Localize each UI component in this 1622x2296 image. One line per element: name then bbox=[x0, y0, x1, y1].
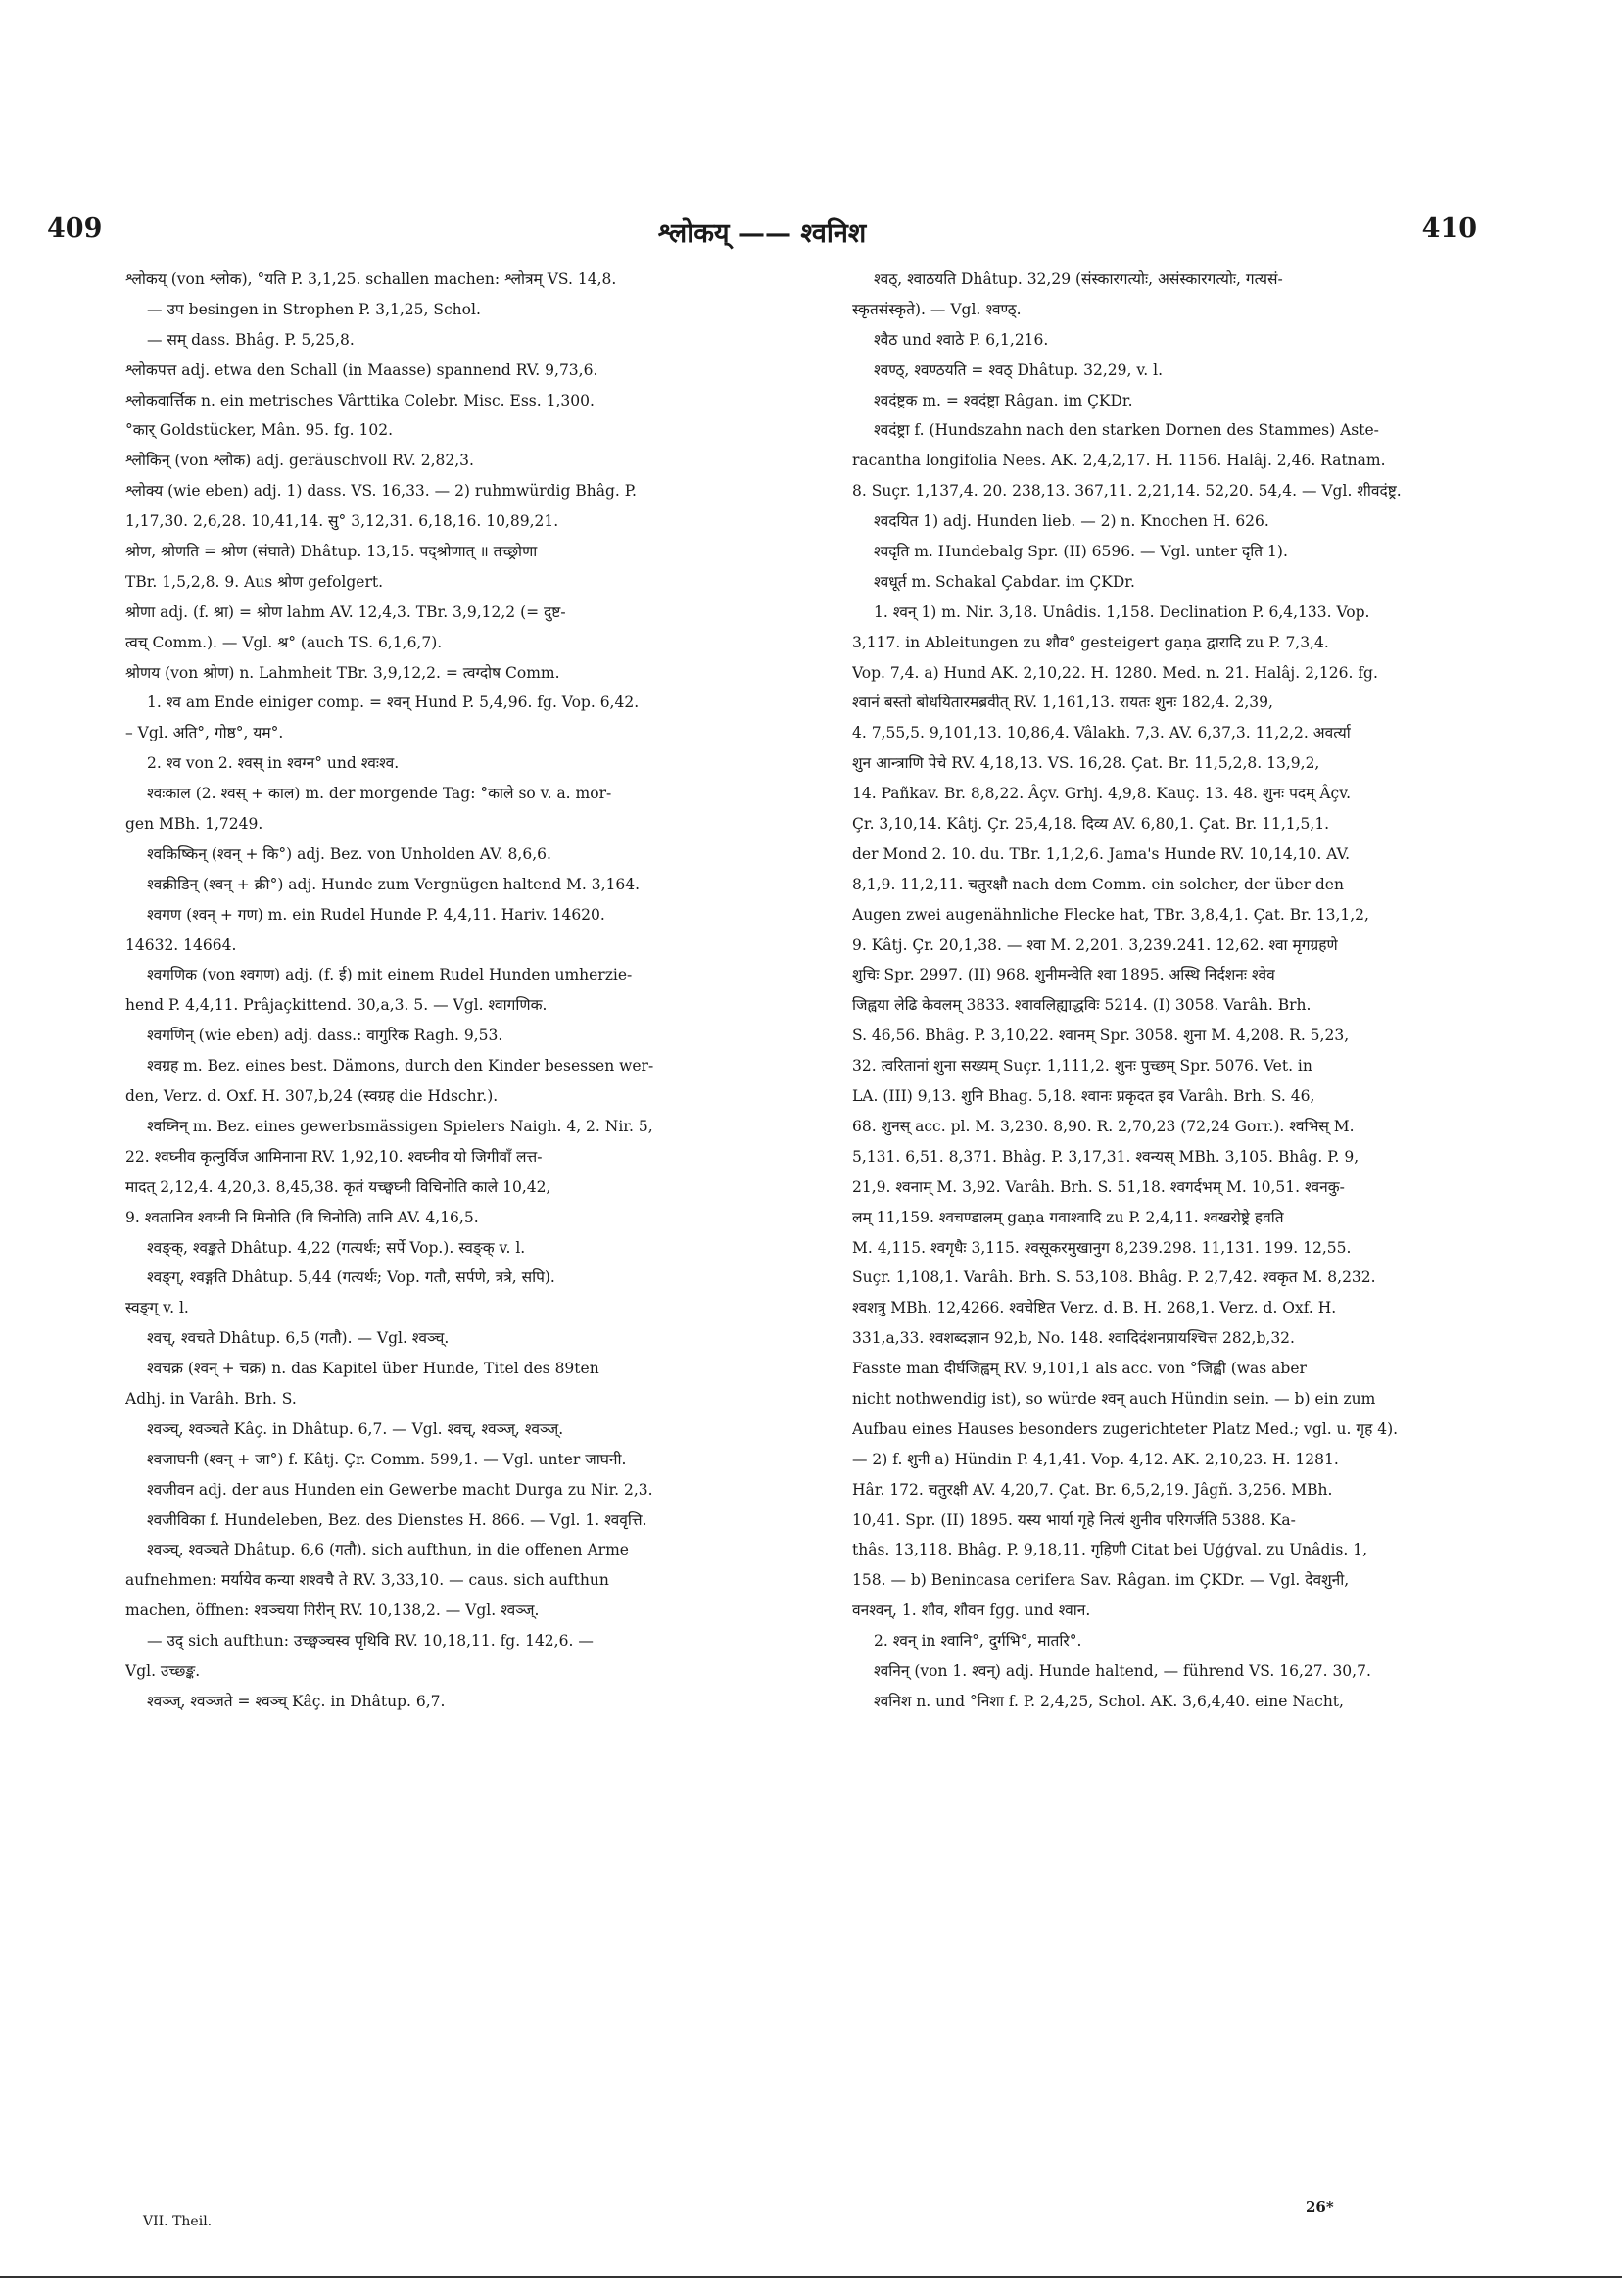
text-line: श्वधूर्त m. Schakal Çabdar. im ÇKDr. bbox=[874, 572, 1135, 591]
page-header bbox=[47, 214, 1477, 253]
text-line: श्लोकिन् (von श्लोक) adj. geräuschvoll RV. 2,82,3. bbox=[125, 452, 474, 470]
running-head: श्लोकय् —— श्वनिश bbox=[657, 218, 867, 249]
text-line: श्वैठ und श्वाठे P. 6,1,216. bbox=[874, 330, 1049, 349]
text-line: 9. Kâtj. Çr. 20,1,38. — श्वा M. 2,201. 3,239.241. 12,62. श्वा मृगग्रहणे bbox=[852, 935, 1338, 954]
text-line: स्कृतसंस्कृते). — Vgl. श्वण्ठ्. bbox=[852, 300, 1022, 318]
text-line: 1. श्व am Ende einiger comp. = श्वन् Hund P. 5,4,96. fg. Vop. 6,42. bbox=[147, 694, 640, 712]
text-line: Augen zwei augenähnliche Flecke hat, TBr. 3,8,4,1. Çat. Br. 13,1,2, bbox=[852, 905, 1369, 924]
text-line: — उप besingen in Strophen P. 3,1,25, Schol. bbox=[147, 300, 481, 318]
text-line: श्वदंष्ट्रक m. = श्वदंष्ट्रा Râgan. im ÇKDr. bbox=[874, 391, 1133, 409]
text-line: 3,117. in Ableitungen zu शौव° gesteigert gaṇa द्वारादि zu P. 7,3,4. bbox=[852, 633, 1329, 651]
text-line: श्वदंष्ट्रा f. (Hundszahn nach den starken Dornen des Stammes) Aste- bbox=[874, 421, 1379, 440]
text-line: श्वजीविका f. Hundeleben, Bez. des Dienstes H. 866. — Vgl. 1. श्ववृत्ति. bbox=[147, 1510, 647, 1529]
text-line: शुन आन्त्राणि पेचे RV. 4,18,13. VS. 16,28. Çat. Br. 11,5,2,8. 13,9,2, bbox=[852, 754, 1320, 773]
text-line: श्वगणिक (von श्वगण) adj. (f. ई) mit einem Rudel Hunden umherzie- bbox=[147, 966, 633, 984]
text-line: Çr. 3,10,14. Kâtj. Çr. 25,4,18. दिव्य AV. 6,80,1. Çat. Br. 11,1,5,1. bbox=[852, 815, 1330, 834]
text-line: श्वजीवन adj. der aus Hunden ein Gewerbe macht Durga zu Nir. 2,3. bbox=[147, 1480, 653, 1499]
text-line: — 2) f. शुनी a) Hündin P. 4,1,41. Vop. 4,12. AK. 2,10,23. H. 1281. bbox=[852, 1450, 1339, 1468]
text-line: श्वण्ठ्, श्वण्ठयति = श्वठ् Dhâtup. 32,29, v. l. bbox=[874, 360, 1164, 379]
right-column bbox=[852, 264, 1543, 1717]
text-line: — सम् dass. Bhâg. P. 5,25,8. bbox=[147, 330, 355, 349]
text-line: machen, öffnen: श्वञ्चया गिरीन् RV. 10,138,2. — Vgl. श्वञ्ज्. bbox=[125, 1602, 540, 1620]
text-line: 158. — b) Benincasa cerifera Sav. Râgan. im ÇKDr. — Vgl. देवशुनी, bbox=[852, 1571, 1350, 1590]
text-line: 9. श्वतानिव श्वघ्नी नि मिनोति (वि चिनोति) तानि AV. 4,16,5. bbox=[125, 1208, 479, 1226]
text-line: 5,131. 6,51. 8,371. Bhâg. P. 3,17,31. श्वन्यस् MBh. 3,105. Bhâg. P. 9, bbox=[852, 1147, 1360, 1166]
text-line: शुचिः Spr. 2997. (II) 968. शुनीमन्वेति श्वा 1895. अस्थि निर्दशनः श्वेव bbox=[852, 966, 1275, 984]
text-line: श्वग्रह m. Bez. eines best. Dämons, durch den Kinder besessen wer- bbox=[147, 1057, 654, 1076]
text-line: 68. शुनस् acc. pl. M. 3,230. 8,90. R. 2,70,23 (72,24 Gorr.). श्वभिस् M. bbox=[852, 1117, 1355, 1135]
text-line: मादत् 2,12,4. 4,20,3. 8,45,38. कृतं यच्छ्वघ्नी विचिनोति काले 10,42, bbox=[125, 1177, 551, 1196]
text-line: श्रोण, श्रोणति = श्रोण (संघाते) Dhâtup. 13,15. पद्श्रोणात् ॥ तच्छ्रोणा bbox=[125, 543, 538, 561]
page-number-right: 410 bbox=[1421, 214, 1477, 244]
text-line: 4. 7,55,5. 9,101,13. 10,86,4. Vâlakh. 7,3. AV. 6,37,3. 11,2,2. अवर्त्या bbox=[852, 724, 1351, 742]
text-line: 14. Pañkav. Br. 8,8,22. Âçv. Grhj. 4,9,8. Kauç. 13. 48. शुनः पदम् Âçv. bbox=[852, 785, 1352, 803]
text-line: श्वःकाल (2. श्वस् + काल) m. der morgende Tag: °काले so v. a. mor- bbox=[147, 785, 612, 803]
text-line: त्वच् Comm.). — Vgl. श्र° (auch TS. 6,1,6,7). bbox=[125, 633, 443, 651]
text-line: श्वदृति m. Hundebalg Spr. (II) 6596. — Vgl. unter दृति 1). bbox=[874, 543, 1288, 561]
text-line: श्वञ्ज्, श्वञ्जते = श्वञ्च् Kâç. in Dhâtup. 6,7. bbox=[147, 1692, 446, 1710]
text-line: Fasste man दीर्घजिह्वम् RV. 9,101,1 als acc. von °जिह्वी (was aber bbox=[852, 1360, 1307, 1378]
text-line: hend P. 4,4,11. Prâjaçkittend. 30,a,3. 5. — Vgl. श्वागणिक. bbox=[125, 996, 548, 1015]
text-line: श्वानं बस्तो बोधयितारमब्रवीत् RV. 1,161,13. रायतः शुनः 182,4. 2,39, bbox=[852, 694, 1273, 712]
text-line: gen MBh. 1,7249. bbox=[125, 815, 263, 834]
text-line: श्वक्रीडिन् (श्वन् + क्री°) adj. Hunde zum Vergnügen haltend M. 3,164. bbox=[147, 875, 641, 893]
text-line: TBr. 1,5,2,8. 9. Aus श्रोण gefolgert. bbox=[125, 572, 384, 591]
text-line: श्लोकपत्त adj. etwa den Schall (in Maasse) spannend RV. 9,73,6. bbox=[125, 360, 598, 379]
left-column bbox=[125, 264, 816, 1717]
text-line: Aufbau eines Hauses besonders zugerichteter Platz Med.; vgl. u. गृह 4). bbox=[852, 1419, 1399, 1438]
text-line: 2. श्व von 2. श्वस् in श्वग्न° und श्वःश्व. bbox=[147, 754, 400, 773]
text-line: 22. श्वघ्नीव कृत्नुर्विज आमिनाना RV. 1,92,10. श्वघ्नीव यो जिगीवाँ लत्त- bbox=[125, 1147, 543, 1166]
text-line: 14632. 14664. bbox=[125, 935, 237, 954]
text-line: den, Verz. d. Oxf. H. 307,b,24 (स्वग्रह die Hdschr.). bbox=[125, 1087, 499, 1106]
text-line: Vop. 7,4. a) Hund AK. 2,10,22. H. 1280. Med. n. 21. Halâj. 2,126. fg. bbox=[852, 663, 1378, 682]
text-line: श्वजाघनी (श्वन् + जा°) f. Kâtj. Çr. Comm. 599,1. — Vgl. unter जाघनी. bbox=[147, 1450, 627, 1468]
text-line: 331,a,33. श्वशब्दज्ञान 92,b, No. 148. श्वादिदंशनप्रायश्चित्त 282,b,32. bbox=[852, 1329, 1295, 1348]
text-line: LA. (III) 9,13. शुनि Bhag. 5,18. श्वानः प्रकृदत इव Varâh. Brh. S. 46, bbox=[852, 1087, 1315, 1106]
text-line: श्लोकय् (von श्लोक), °यति P. 3,1,25. schallen machen: श्लोत्रम् VS. 14,8. bbox=[125, 270, 617, 288]
text-line: 1. श्वन् 1) m. Nir. 3,18. Unâdis. 1,158. Declination P. 6,4,133. Vop. bbox=[874, 602, 1370, 621]
text-line: श्वकिष्किन् (श्वन् + कि°) adj. Bez. von Unholden AV. 8,6,6. bbox=[147, 844, 551, 863]
text-line: nicht nothwendig ist), so würde श्वन् auch Hündin sein. — b) ein zum bbox=[852, 1389, 1376, 1408]
text-line: श्वच्, श्वचते Dhâtup. 6,5 (गतौ). — Vgl. श्वञ्च्. bbox=[147, 1329, 450, 1348]
volume-signature: VII. Theil. bbox=[143, 2214, 213, 2229]
text-line: 32. त्वरितानां शुना सख्यम् Suçr. 1,111,2. शुनः पुच्छम् Spr. 5076. Vet. in bbox=[852, 1057, 1312, 1076]
text-line: – Vgl. अति°, गोष्ठ°, यम°. bbox=[125, 724, 284, 742]
text-line: श्रोणा adj. (f. श्रा) = श्रोण lahm AV. 12,4,3. TBr. 3,9,12,2 (= दुष्ट- bbox=[125, 602, 566, 621]
text-line: Adhj. in Varâh. Brh. S. bbox=[125, 1389, 297, 1408]
text-line: श्वठ्, श्वाठयति Dhâtup. 32,29 (संस्कारगत्योः, असंस्कारगत्योः, गत्यसं- bbox=[874, 270, 1283, 288]
text-line: 21,9. श्वनाम् M. 3,92. Varâh. Brh. S. 51,18. श्वगर्दभम् M. 10,51. श्वनकु- bbox=[852, 1177, 1345, 1196]
text-line: लम् 11,159. श्वचण्डालम् gaṇa गवाश्वादि zu P. 2,4,11. श्वखरोष्ट्रे हवति bbox=[852, 1208, 1284, 1226]
text-line: श्लोक्य (wie eben) adj. 1) dass. VS. 16,33. — 2) ruhmwürdig Bhâg. P. bbox=[125, 482, 637, 501]
text-line: वनश्वन्, 1. शौव, शौवन fgg. und श्वान. bbox=[852, 1602, 1091, 1620]
text-line: Suçr. 1,108,1. Varâh. Brh. S. 53,108. Bhâg. P. 2,7,42. श्वकृत M. 8,232. bbox=[852, 1268, 1376, 1287]
text-line: aufnehmen: मर्यायेव कन्या शश्वचै ते RV. 3,33,10. — caus. sich aufthun bbox=[125, 1571, 609, 1590]
text-line: श्वङ्ग्, श्वङ्गति Dhâtup. 5,44 (गत्यर्थः; Vop. गतौ, सर्पणे, त्रत्रे, सपि). bbox=[147, 1268, 555, 1287]
text-line: 8. Suçr. 1,137,4. 20. 238,13. 367,11. 2,21,14. 52,20. 54,4. — Vgl. शीवदंष्ट्र. bbox=[852, 482, 1402, 501]
text-line: श्वशत्रु MBh. 12,4266. श्वचेष्टित Verz. d. B. H. 268,1. Verz. d. Oxf. H. bbox=[852, 1299, 1337, 1317]
text-line: जिह्वया लेढि केवलम् 3833. श्वावलिह्याद्धविः 5214. (I) 3058. Varâh. Brh. bbox=[852, 996, 1312, 1015]
text-line: श्वञ्च्, श्वञ्चते Dhâtup. 6,6 (गतौ). sich aufthun, in die offenen Arme bbox=[147, 1541, 629, 1559]
text-line: श्लोकवार्त्तिक n. ein metrisches Vârttika Colebr. Misc. Ess. 1,300. bbox=[125, 391, 595, 409]
text-line: 2. श्वन् in श्वानि°, दुर्गभि°, मातरि°. bbox=[874, 1632, 1082, 1650]
text-line: °कार् Goldstücker, Mân. 95. fg. 102. bbox=[125, 421, 394, 440]
text-line: Vgl. उच्छ्ङ्क. bbox=[125, 1661, 201, 1680]
text-line: — उद् sich aufthun: उच्छ्वञ्चस्व पृथिवि RV. 10,18,11. fg. 142,6. — bbox=[147, 1632, 594, 1650]
text-line: श्वदयित 1) adj. Hunden lieb. — 2) n. Knochen H. 626. bbox=[874, 512, 1269, 531]
page-number-left: 409 bbox=[47, 214, 103, 244]
text-line: श्वचक्र (श्वन् + चक्र) n. das Kapitel über Hunde, Titel des 89ten bbox=[147, 1360, 599, 1378]
text-line: S. 46,56. Bhâg. P. 3,10,22. श्वानम् Spr. 3058. शुना M. 4,208. R. 5,23, bbox=[852, 1027, 1350, 1045]
bottom-rule bbox=[0, 2276, 1622, 2278]
text-line: racantha longifolia Nees. AK. 2,4,2,17. H. 1156. Halâj. 2,46. Ratnam. bbox=[852, 452, 1386, 470]
text-line: श्वगणिन् (wie eben) adj. dass.: वागुरिक Ragh. 9,53. bbox=[147, 1027, 503, 1045]
text-line: श्वनिन् (von 1. श्वन्) adj. Hunde haltend, — führend VS. 16,27. 30,7. bbox=[874, 1661, 1371, 1680]
text-line: M. 4,115. श्वगृधैः 3,115. श्वसूकरमुखानुग 8,239.298. 11,131. 199. 12,55. bbox=[852, 1238, 1352, 1257]
text-line: श्वगण (श्वन् + गण) m. ein Rudel Hunde P. 4,4,11. Hariv. 14620. bbox=[147, 905, 605, 924]
text-line: 1,17,30. 2,6,28. 10,41,14. सु° 3,12,31. 6,18,16. 10,89,21. bbox=[125, 512, 559, 531]
text-line: श्रोणय (von श्रोण) n. Lahmheit TBr. 3,9,12,2. = त्वग्दोष Comm. bbox=[125, 663, 560, 682]
text-line: श्वनिश n. und °निशा f. P. 2,4,25, Schol. AK. 3,6,4,40. eine Nacht, bbox=[874, 1692, 1344, 1710]
text-line: thâs. 13,118. Bhâg. P. 9,18,11. गृहिणी Citat bei Uģģval. zu Unâdis. 1, bbox=[852, 1541, 1367, 1559]
text-line: श्वञ्च्, श्वञ्चते Kâç. in Dhâtup. 6,7. — Vgl. श्वच्, श्वञ्ज्, श्वञ्ज्. bbox=[147, 1419, 564, 1438]
text-line: श्वङ्क्, श्वङ्कते Dhâtup. 4,22 (गत्यर्थः; सर्पे Vop.). स्वङ्क् v. l. bbox=[147, 1238, 526, 1257]
text-line: स्वङ्ग् v. l. bbox=[125, 1299, 189, 1317]
sheet-mark: 26* bbox=[1306, 2198, 1334, 2216]
text-line: 8,1,9. 11,2,11. चतुरक्षौ nach dem Comm. ein solcher, der über den bbox=[852, 875, 1344, 893]
text-line: 10,41. Spr. (II) 1895. यस्य भार्या गृहे नित्यं शुनीव परिगर्जति 5388. Ka- bbox=[852, 1510, 1296, 1529]
text-line: श्वघ्निन् m. Bez. eines gewerbsmässigen Spielers Naigh. 4, 2. Nir. 5, bbox=[147, 1117, 653, 1135]
text-line: Hâr. 172. चतुरक्षी AV. 4,20,7. Çat. Br. 6,5,2,19. Jâgñ. 3,256. MBh. bbox=[852, 1480, 1333, 1499]
text-line: der Mond 2. 10. du. TBr. 1,1,2,6. Jama's Hunde RV. 10,14,10. AV. bbox=[852, 844, 1351, 863]
